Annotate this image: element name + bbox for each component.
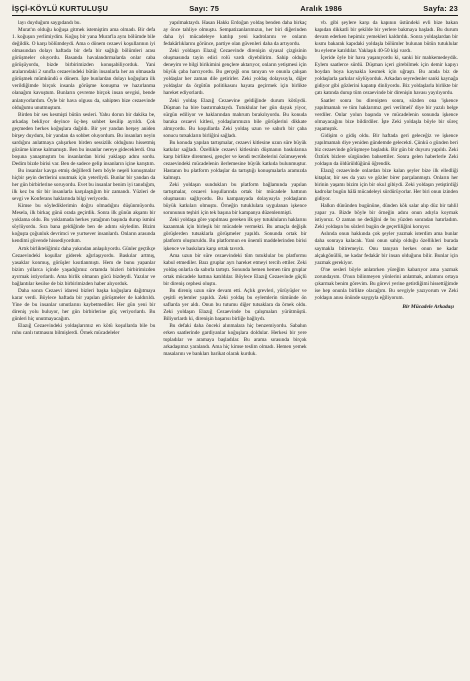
paragraph: yapılmaktaydı. Hasan Hakkı Erdoğan yoldaş benden daha birkaç ay önce tahliye olmuştu. Sempatizanlarımızın, her biri diğerinden daha iyi mücadeleye katılıp yeni kadrolarını ve onların fedakârlıklarını görünce, partiye olan güvenleri daha da artıyordu. xyxy=(163,20,307,48)
article-column-3 xyxy=(315,20,458,358)
paragraph: Murat'ın olduğu koğuşa gitmek istemiştim ama olmadı. Bir defa 1. koğuşun yerlimiydim. Koğuş bir yana Murat'la aynı bölümde bile değildik. O karşı bölümdeydi. Ama o dönem cezaevi koşullarının iyi olmasından dolayı haftada bir defa bir sağlığı bölümleri arası görüşmeler oluyordu. Basanda havalandırmalarda onlar caba görüşüyordu, bizde birbirimizden konuşabiliyorduk. Yani aralarındaki 2 sınıfla cezaevindeki bütün insanlarla her an olmasada görüşmek mümkündü o dönem. İşte bunlardan dolayı koğuşlara ilk verildiğimde birçok insanla görüşme konuşma ve hazırlanma olanağım kavuştum. Bunların çevreme birçok insan sevgisi, bende anlatıyorlardım. Öyle bir hava olgusu da, sahipten bize cezaevinde olduğumu unutmuştum. xyxy=(12,27,156,111)
paragraph: Elazığ Cezaevindeki yoldaşlarımız en kötü koşullarda bile bu ruhu canlı tutmasını bilmişlerdi. Örnek mücadeleler xyxy=(12,323,156,337)
paragraph: vb. gibi şeylere karşı da kapının üstündeki evli bize bakan kapıdan dikkatli bir şekilde bir yerlere bakmaya başladı. Bu durum devam ederken hepimiz yemekleri kaldırdık. Sonra yoldaşlardan bir kısmı bakarak kapıdaki yoldaşla bölümler bulunan bütün tutuklular bu eyleme katıldılar. Yaklaşık 40-50 kişi vardı. xyxy=(314,20,458,55)
paragraph: Aslında onun hakkında çok şeyler yazmak isterdim ama bunlar daha sonraya kalacak. Yani onun sahip olduğu özellikleri burada saymakla bitiremeyiz. Onu tanıyan herkes onun ne kadar alçakgönüllü, ne kadar fedakâr bir insan olduğunu bilir. Bunlar için yazmak gerekiyor. xyxy=(314,231,458,266)
paragraph: Zeki yoldaşın sundukları bu platform bağlamında yapılan tartışmalar, cezaevi koşullarında ortak bir mücadele hattının oluşmasını sağlıyordu. Bu kampanyada dolayısıyla yoldaşların büyük katkıları olmuştu. Örneğin tutuklulara uygulanan işkence sorununun teşhiri için tek başına bir kampanya düzenlenmişti. xyxy=(163,182,307,217)
paragraph: Bu defaki daha önceki alınmalara hiç benzemiyordu. Sabahın erken saatlerinde gardiyanlar koğuşlara doldular. Herkesi bir yere topladılar ve aramaya başladılar. Bu arama sırasında birçok arkadaşımız yaralandı. Ama hiç kimse teslim olmadı. Hemen yemek masalarını ve bankları barikat olarak kurduk. xyxy=(163,323,307,358)
paragraph: O'ne sesleri böyle anlatırken yüreğim kabarıyor ama yazmak zorundayım. O'nun bilinmeyen yönlerini anlatmak, anlamını ortaya çıkarmak benim görevim. Bu görevi yerine getirdiğimi hissettiğimde ise hep onunla birlikte olacağım. Bu sevgiyle yazıyorum ve Zeki yoldaşın anısı önünde saygıyla eğiliyorum. xyxy=(314,266,458,301)
article-column-2 xyxy=(163,20,306,358)
paragraph: Saatler sonra bu direnişten sonra, sözden ona 'işkence yapılmamalı ve tüm haklarımız geri verilmeli' diye bir yazılı belge verdiler. Onlar yolun başında ve mücadelenin sonunda işkence olmayacağını bize bildirdiler. İşte Zeki yoldaşla böyle bir süreç yaşamıştık. xyxy=(314,97,458,132)
paragraph: Gidişim o gidiş oldu. Bir haftada geri geleceğiz ve işkence yapılmamalı diye yeniden gündemde gelecekti. Çünkü o günden beri biz cezaevinde görüşmeye başladık. Bir gün bir duyuru yapıldı. Zeki Öztürk bizlere sürgünden bahsettiler. Sonra gelen haberlerle Zeki yoldaşın da öldürüldüğünü öğrendik. xyxy=(314,132,458,167)
publication-name: İŞÇİ-KÖYLÜ KURTULUŞU xyxy=(12,4,109,13)
issue-date: Aralık 1986 xyxy=(300,4,343,13)
paragraph: layı duyduğum saygıdandı bu. xyxy=(18,20,81,26)
paragraph: Kimse bu söylediklerimin doğru olmadığını düşünmüyordu. Mesela, ilk birkaç günü orada geçirdik. Sonra ilk günün akşamı bir yoklama oldu. Bu yoklamada herkes yatağının başında durup ismini söylüyordu. Sıra bana geldiğinde ben de adımı söyledim. Bizim koğuşta çoğunluk devrimci ve yurtsever insanlardı. Onların arasında kendimi güvende hissediyordum. xyxy=(12,203,156,245)
paragraph: Elazığ cezaevinde onlardan bize kalan şeyler bize ilk elledliği kitaplar, bir ses da yazı ve gözler birer parçalanmıştı. Onların her birinin yaşamı bizim için bir okul gibiydi. Zeki yoldaşın yetiştirdiği kadrolar bugün hâlâ mücadeleyi sürdürüyorlar. Her biri onun izinden gidiyor. xyxy=(314,167,458,203)
page-number: Sayfa: 23 xyxy=(423,4,458,13)
issue-number: Sayı: 75 xyxy=(189,4,220,13)
paragraph: İçeride öyle bir hava yaşanıyordu ki, sanki bir mahkemedeydik. Eylem saatlerce sürdü. Düşman içeri girebilmek için demir kapıyı boydan boya kaynakla kesmek için uğraştı. Bu arada biz de yoldaşlarla şarkılar söylüyorduk. Arkadan seyredenler sanki kaynağa gidiyor gibi gözlerini kapatıp dinliyordu. Biz yoldaşlarla birlikte bir çatı katında durup tüm cezaevinde bir direnişin havası yayılıyordu. xyxy=(314,55,458,97)
paragraph: Bu konuda yapılan tartışmalar, cezaevi kitlesine uzun süre büyük katkılar sağladı. Özellikle cezaevi kitlesinin düşmanın baskılarına karşı birlikte direnmesi, gençler ve kendi tecrübelerini özümseyerek cezaevindeki mücadelenin ilerlemesine büyük katkıda bulunmuştur. Hastanın bu platform yoldaşlar da tartıştığı konuşmalarla aramızda kalmıştı. xyxy=(163,139,307,182)
paragraph: Ama uzun bir süre cezaevindeki tüm tutuklular bu platformu kabul etmediler. Bazı gruplar ayrı hareket etmeyi tercih ettiler. Zeki yoldaş onlarla da sabırla tartıştı. Sonunda hemen hemen tüm gruplar ortak mücadele hattına katıldılar. Böylece Elazığ Cezaevinde güçlü bir direniş cephesi oluştu. xyxy=(163,252,307,287)
paragraph: Zeki yoldaşa göre yapılması gereken ilk şey tutukluların haklarını kazanmak için birleşik bir mücadele vermekti. Bu amaçla değişik görüşlerden tutsaklarla görüşmeler yapıldı. Sonunda ortak bir platform oluşturuldu. Bu platformun en önemli maddelerinden birisi işkence ve baskılara karşı ortak tavırdı. xyxy=(163,217,307,252)
article-column-1 xyxy=(12,20,155,358)
article-signature: Bir Mücadele Arkadaşı xyxy=(402,303,454,310)
masthead xyxy=(12,4,458,16)
paragraph: Halkın dününden bugününe, dünden kök salar alıp düz bir tahlil yapar ya. Bizde böyle bir örneğin adını onun adıyla koymak istiyoruz. O zaman ne dediğini de bu yüzden sonradan hatırladım. Zeki yoldaşın bu sözleri bugün de geçerliliğini koruyor. xyxy=(314,203,458,231)
paragraph: Daha sonra Cezaevi idaresi bizleri başka koğuşlara dağıtmaya karar verdi. Böylece haftada bir yapılan görüşmeler de kaldırıldı. Yine de bu insanlar umutlarını kaybetmediler. Her gün yeni bir direniş yolu buluyor, her gün birbirlerine güç veriyorlardı. Bu günleri hiç unutmayacağım. xyxy=(12,287,156,322)
paragraph: Artık birlikteliğimiz daha yakından anlaşılıyordu. Günler geçtikçe Cezaevindeki koşullar giderek ağırlaşıyordu. Baskılar artmış, yasaklar konmuş, görüşler kısıtlanmıştı. Hem de bunu yapanlar bizim yıllarca içinde yaşadığımız ortamda bizleri birbirimizden ayırmak istiyorlardı. Ama birlik olmanın gücü bizdeydi. Yazılar ve bağlantılar kesilse de biz birbirimizden haber alıyorduk. xyxy=(12,245,156,287)
article-columns xyxy=(12,20,458,358)
paragraph: Zeki yoldaşın Elazığ Cezaevinde direnişin siyasal çizgisinin oluşmasında tayin edici rolü vardı diyebilirim. Sahip olduğu deneyim ve bilgi birikimini gençlere aktarıyor, onların yetişmesi için büyük çaba harcıyordu. Bu gerçeği onu tanıyan ve onunla çalışan yoldaşlar her zaman dile getirirler. Zeki yoldaş dolayısıyla, diğer yoldaşlar da örgütün politikasını hayata geçirmek için birlikte hareket ediyorlardı. xyxy=(163,48,307,97)
paragraph: Zeki yoldaş Elazığ Cezaevine geldiğinde durum kötüydü. Düşman ha bire bastırmaktaydı. Tutuklular her gün dayak yiyor, sürgün ediliyor ve haklarından mahrum bırakılıyordu. Bu konuda baraka cezaevi kitlesi, yoldaşlarımızın bile görüşlerini dikkate almıyordu. Bu koşullarda Zeki yoldaş uzun ve sabırlı bir çaba sonucu tutsakların birliğini sağladı. xyxy=(163,97,307,139)
paragraph: Bu direniş uzun süre devam etti. Açlık grevleri, yürüyüşler ve çeşitli eylemler yapıldı. Zeki yoldaş bu eylemlerin tümünde ön saflarda yer aldı. Onun bu tutumu diğer tutsaklara da örnek oldu. Zeki yoldaşın Elazığ Cezaevinde bu çalışmaları yürütmüştü. Biliyorlardı ki, direnişin başarısı birliğe bağlıydı. xyxy=(163,287,307,322)
paragraph: Bu insanlar kavga etmiş değillerdi hem böyle neşeli konuşmalar hiçbir şeyin dertlerini unutmak için yeterliydi. Bunlar bir yandan da her gün birbirlerine soruyordu. Evet bu insanlar benim iyi tanıdığım, ilk kez bu tür bir insanlarla karşılaştığım bir zamandı. Yüzleri de sevgi ve Konferans haklarında bilgi veriyordu. xyxy=(12,167,156,203)
paragraph: Birden bir ses kesmişti bütün sesleri. Yahu dorun bir dakika be, arkadaş bekliyor deyince üç-beş sohbet kesilip ayrıldı. Çok geçmeden herkes koğuşlara dağıldı. Bir yer yandan herşey aniden birşey duydum, bir yandan da sohbet oluyordum. Bu insanları neyin sardığını anlatmaya çalışırken birden sessizlik olduğunu hissetmiş gözüme kimse kalmamıştı. Ben bu insanlar nereye gideceklerdi. Ona boşuna yanaşmıştım bu insanlardan birisi yaklaşıp adını sordu. Dedim bizde birisi var. Ben de sadece gelip insanların içine karıştım. xyxy=(12,111,156,167)
